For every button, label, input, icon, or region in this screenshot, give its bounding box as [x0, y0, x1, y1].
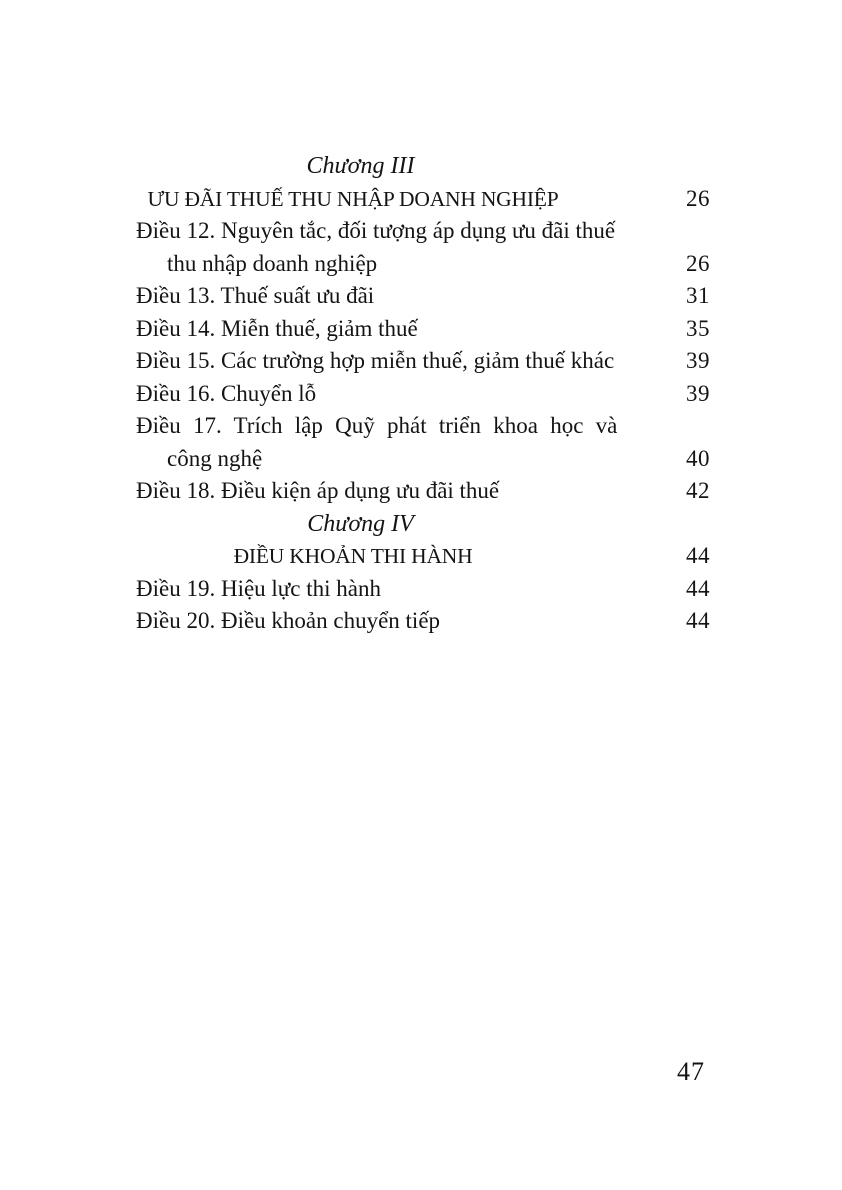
toc-entry-dieu-17-line-2	[136, 443, 710, 476]
chapter-label-chuong-3	[136, 150, 710, 183]
chapter-title-text: ƯU ĐÃI THUẾ THU NHẬP DOANH NGHIỆP	[147, 186, 559, 211]
toc-entry-dieu-13	[136, 280, 710, 313]
toc-entry-text: Điều 14. Miễn thuế, giảm thuế	[136, 315, 418, 341]
toc-entry-text: Điều 18. Điều kiện áp dụng ưu đãi thuế	[136, 478, 500, 503]
toc-entry-text: Điều 19. Hiệu lực thi hành	[136, 575, 381, 601]
toc-entry-text: Điều 20. Điều khoản chuyển tiếp	[136, 608, 441, 633]
toc-entry-dieu-19	[136, 573, 710, 606]
toc-entry-text: Điều 15. Các trường hợp miễn thuế, giảm thuế khác	[136, 348, 615, 373]
page-number: 26	[686, 250, 710, 276]
folio-page-number: 47	[677, 1057, 705, 1086]
table-of-contents	[136, 150, 710, 638]
page-number: 26	[686, 185, 710, 211]
toc-entry-dieu-14	[136, 313, 710, 346]
page-number: 42	[686, 478, 710, 503]
page-number: 44	[686, 608, 710, 633]
toc-entry-dieu-18	[136, 475, 710, 508]
toc-entry-text: Điều 12. Nguyên tắc, đối tượng áp dụng ưu đãi thuế	[136, 218, 616, 243]
toc-entry-dieu-15	[136, 345, 710, 378]
chapter-title-chuong-4	[136, 540, 710, 573]
page-number: 35	[686, 315, 710, 341]
toc-entry-dieu-12-line-1	[136, 215, 710, 248]
chapter-label-text: Chương IV	[307, 510, 414, 537]
page-number: 39	[686, 348, 710, 373]
page-number: 44	[686, 543, 710, 568]
page-number: 31	[686, 283, 710, 308]
toc-entry-text: Điều 16. Chuyển lỗ	[136, 380, 317, 406]
page-number: 44	[686, 575, 710, 601]
toc-entry-text: Điều 17. Trích lập Quỹ phát triển khoa học và	[136, 413, 618, 438]
page-number: 40	[686, 445, 710, 471]
page-number: 39	[686, 380, 710, 406]
toc-entry-dieu-16	[136, 378, 710, 411]
chapter-label-text: Chương III	[306, 153, 415, 179]
toc-entry-text: thu nhập doanh nghiệp	[167, 250, 378, 276]
chapter-title-chuong-3	[136, 183, 710, 216]
toc-entry-dieu-12-line-2	[136, 248, 710, 281]
chapter-label-chuong-4	[136, 508, 710, 541]
toc-entry-dieu-17-line-1	[136, 410, 710, 443]
chapter-title-text: ĐIỀU KHOẢN THI HÀNH	[233, 544, 473, 568]
toc-entry-dieu-20	[136, 605, 710, 638]
toc-entry-text: Điều 13. Thuế suất ưu đãi	[136, 283, 375, 308]
toc-entry-text: công nghệ	[167, 445, 263, 471]
